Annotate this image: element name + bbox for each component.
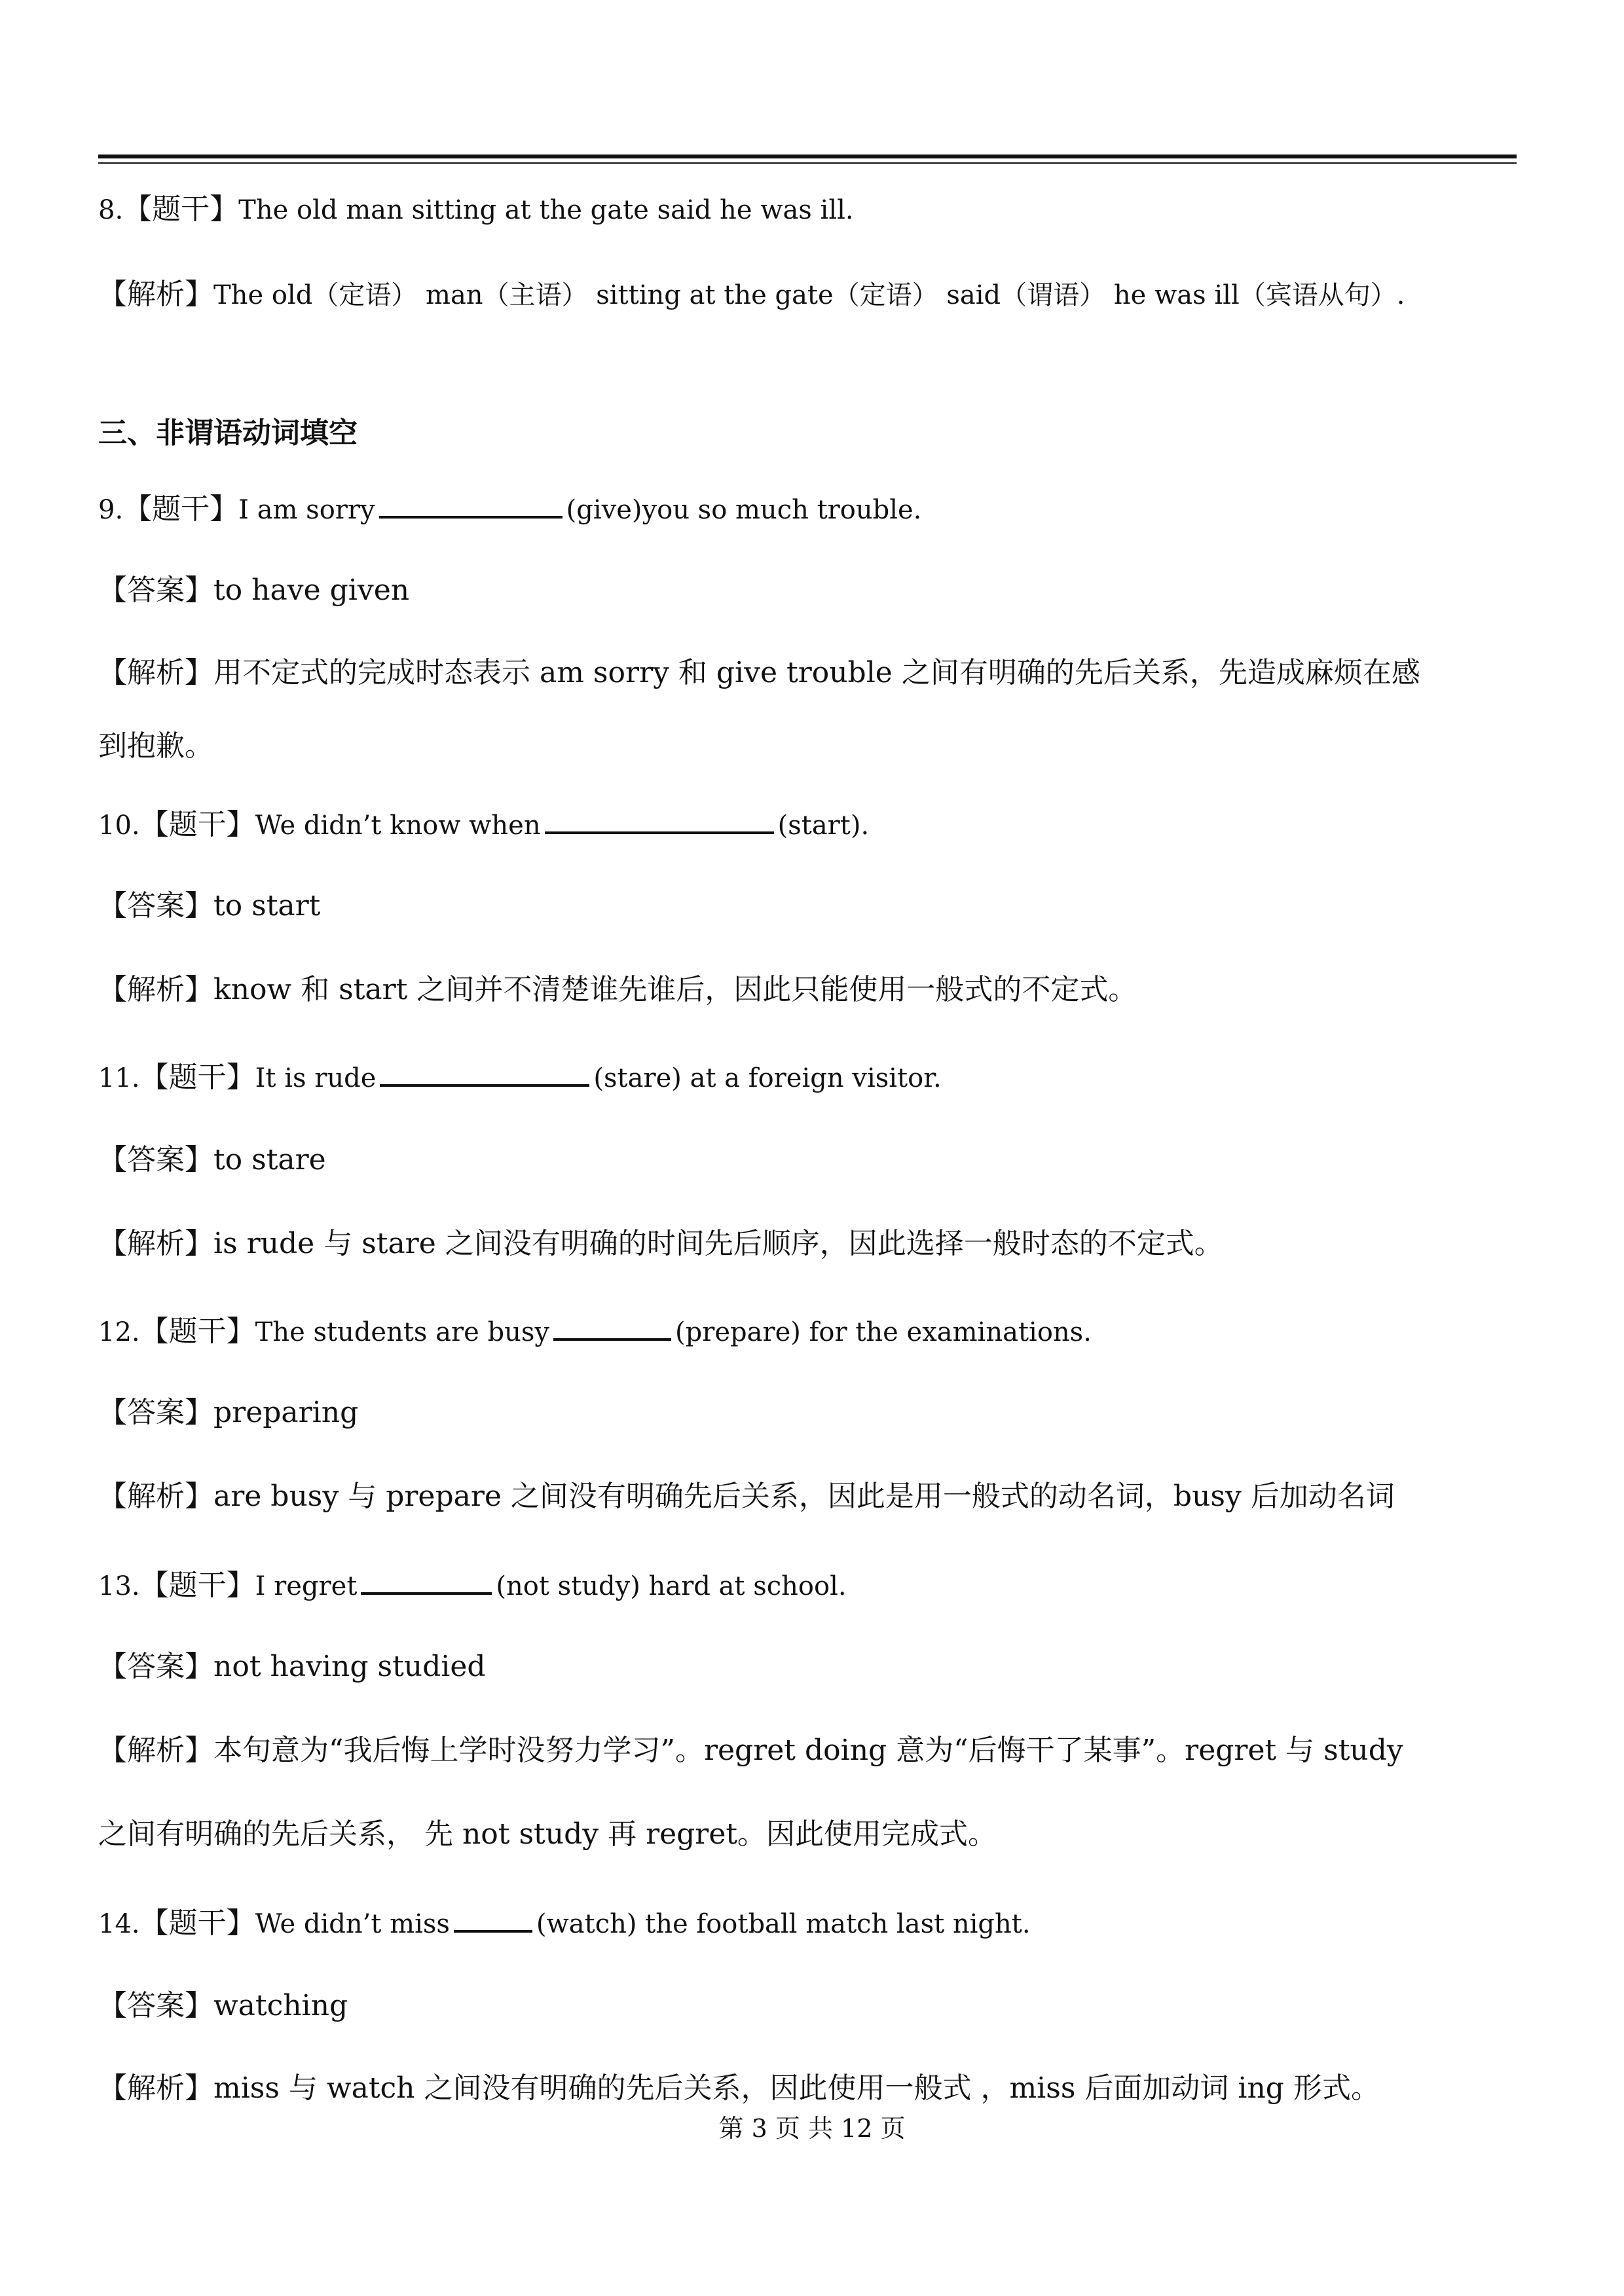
question-12-stem bbox=[98, 1309, 1526, 1352]
question-13-answer bbox=[98, 1647, 1526, 1686]
question-9-analysis-line-1 bbox=[98, 653, 1526, 693]
answer-tag: 【答案】 bbox=[98, 1650, 213, 1683]
stem-tag: 【题干】 bbox=[139, 1906, 255, 1940]
section-title: 三、非谓语动词填空 bbox=[98, 416, 358, 450]
page-footer: 第 3 页 共 12 页 bbox=[718, 2114, 906, 2143]
question-11-stem bbox=[98, 1055, 1526, 1098]
stem-tag: 【题干】 bbox=[139, 1315, 255, 1348]
analysis-text: 到抱歉。 bbox=[98, 729, 213, 763]
analysis-text: The old（定语） man（主语） sitting at the gate（定语） said（谓语） he was ill（宾语从句）. bbox=[213, 280, 1405, 310]
question-number: 11. bbox=[98, 1063, 140, 1093]
question-8-stem bbox=[98, 190, 1526, 230]
answer-tag: 【答案】 bbox=[98, 1989, 213, 2022]
stem-text-before: It is rude bbox=[255, 1063, 377, 1093]
answer-blank bbox=[380, 1055, 589, 1087]
analysis-text: is rude 与 stare 之间没有明确的时间先后顺序，因此选择一般时态的不定式。 bbox=[213, 1227, 1223, 1260]
question-9-stem bbox=[98, 487, 1526, 530]
answer-blank bbox=[454, 1901, 532, 1933]
answer-tag: 【答案】 bbox=[98, 889, 213, 922]
question-13-stem bbox=[98, 1563, 1526, 1606]
question-number: 10. bbox=[98, 811, 140, 841]
stem-text-after: (prepare) for the examinations. bbox=[675, 1317, 1092, 1347]
stem-tag: 【题干】 bbox=[123, 492, 239, 526]
stem-text-before: The students are busy bbox=[255, 1317, 550, 1347]
question-9-answer bbox=[98, 571, 1526, 610]
stem-tag: 【题干】 bbox=[139, 1061, 255, 1094]
answer-tag: 【答案】 bbox=[98, 1396, 213, 1429]
question-12-answer bbox=[98, 1393, 1526, 1432]
analysis-tag: 【解析】 bbox=[98, 278, 213, 311]
analysis-text: 本句意为“我后悔上学时没努力学习”。regret doing 意为“后悔干了某事”。regret 与 study bbox=[213, 1734, 1403, 1767]
answer-text: watching bbox=[213, 1989, 348, 2022]
analysis-text: know 和 start 之间并不清楚谁先谁后，因此只能使用一般式的不定式。 bbox=[213, 973, 1137, 1006]
stem-text-after: (start). bbox=[777, 811, 870, 841]
answer-tag: 【答案】 bbox=[98, 574, 213, 607]
question-10-stem bbox=[98, 803, 1526, 845]
question-number: 12. bbox=[98, 1317, 140, 1347]
analysis-tag: 【解析】 bbox=[98, 1480, 213, 1513]
analysis-tag: 【解析】 bbox=[98, 973, 213, 1006]
answer-text: preparing bbox=[213, 1396, 359, 1429]
stem-text-after: (watch) the football match last night. bbox=[536, 1909, 1031, 1939]
analysis-tag: 【解析】 bbox=[98, 656, 213, 689]
question-10-answer bbox=[98, 886, 1526, 926]
stem-text-after: (give)you so much trouble. bbox=[566, 495, 922, 525]
header-rule-thick bbox=[98, 155, 1517, 158]
question-12-analysis bbox=[98, 1477, 1526, 1516]
question-11-answer bbox=[98, 1140, 1526, 1180]
answer-blank bbox=[361, 1563, 492, 1595]
question-14-analysis bbox=[98, 2069, 1526, 2108]
question-number: 9. bbox=[98, 495, 124, 525]
header-rule-thin bbox=[98, 162, 1517, 164]
analysis-tag: 【解析】 bbox=[98, 1734, 213, 1767]
stem-text-before: We didn’t miss bbox=[255, 1909, 450, 1939]
answer-blank bbox=[545, 803, 774, 834]
question-10-analysis bbox=[98, 970, 1526, 1010]
answer-blank bbox=[553, 1309, 671, 1341]
stem-text-before: We didn’t know when bbox=[255, 811, 541, 841]
analysis-text: miss 与 watch 之间没有明确的先后关系，因此使用一般式 ，miss 后面加动词 ing 形式。 bbox=[213, 2071, 1380, 2105]
stem-tag: 【题干】 bbox=[139, 808, 255, 841]
question-9-analysis-line-2 bbox=[98, 727, 1526, 766]
stem-text-before: I regret bbox=[255, 1571, 358, 1601]
question-13-analysis-line-1 bbox=[98, 1731, 1526, 1770]
analysis-tag: 【解析】 bbox=[98, 1227, 213, 1260]
answer-tag: 【答案】 bbox=[98, 1143, 213, 1176]
question-number: 13. bbox=[98, 1571, 140, 1601]
analysis-text: are busy 与 prepare 之间没有明确先后关系，因此是用一般式的动名词，busy 后加动名词 bbox=[213, 1480, 1395, 1513]
stem-tag: 【题干】 bbox=[123, 192, 239, 226]
answer-text: not having studied bbox=[213, 1650, 486, 1683]
question-13-analysis-line-2 bbox=[98, 1815, 1526, 1854]
answer-text: to stare bbox=[213, 1143, 326, 1176]
question-14-stem bbox=[98, 1901, 1526, 1944]
section-heading bbox=[98, 414, 1526, 453]
analysis-text: 用不定式的完成时态表示 am sorry 和 give trouble 之间有明确的先后关系，先造成麻烦在感 bbox=[213, 656, 1420, 689]
stem-text-after: (stare) at a foreign visitor. bbox=[593, 1063, 942, 1093]
stem-tag: 【题干】 bbox=[139, 1569, 255, 1602]
question-number: 8. bbox=[98, 195, 124, 225]
analysis-tag: 【解析】 bbox=[98, 2071, 213, 2105]
answer-text: to start bbox=[213, 889, 321, 922]
stem-text-before: I am sorry bbox=[238, 495, 375, 525]
stem-text-after: (not study) hard at school. bbox=[496, 1571, 847, 1601]
analysis-text: 之间有明确的先后关系， 先 not study 再 regret。因此使用完成式。 bbox=[98, 1817, 997, 1851]
question-11-analysis bbox=[98, 1224, 1526, 1264]
answer-text: to have given bbox=[213, 574, 410, 607]
answer-blank bbox=[379, 487, 563, 519]
question-8-analysis bbox=[98, 275, 1526, 315]
question-14-answer bbox=[98, 1986, 1526, 2026]
question-number: 14. bbox=[98, 1909, 140, 1939]
stem-text: The old man sitting at the gate said he was ill. bbox=[238, 195, 854, 225]
